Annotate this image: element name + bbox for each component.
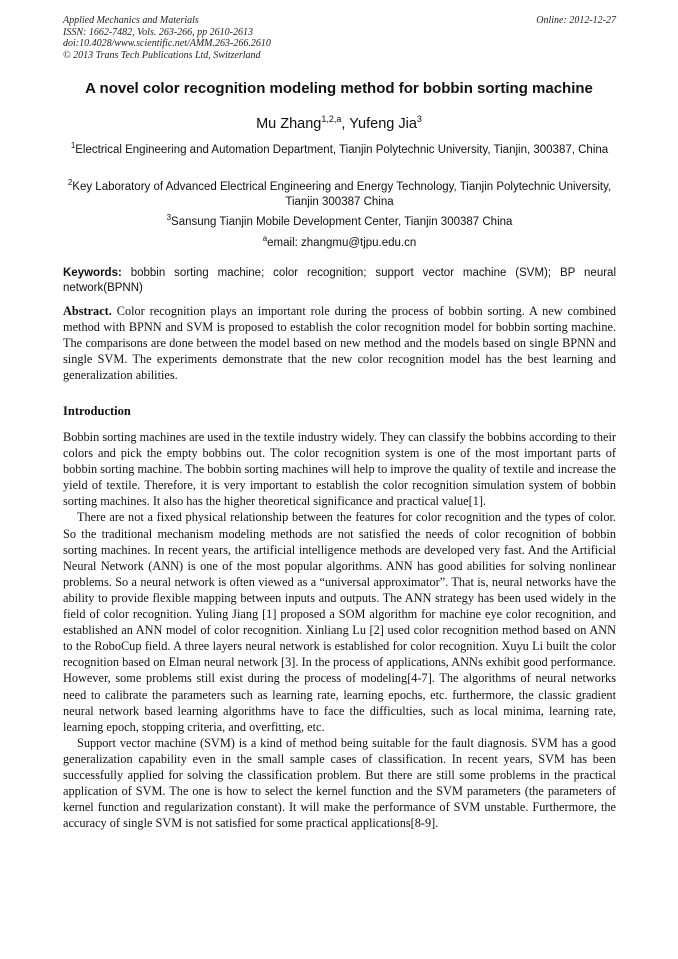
email-text: email: zhangmu@tjpu.edu.cn: [267, 236, 417, 249]
issn-line: ISSN: 1662-7482, Vols. 263-266, pp 2610-2613: [63, 26, 253, 38]
journal-name: Applied Mechanics and Materials: [63, 15, 199, 26]
affiliation-text: Electrical Engineering and Automation Department, Tianjin Polytechnic University, Tianjin, 300387, China: [75, 143, 609, 156]
abstract-label: Abstract.: [63, 304, 112, 318]
affiliation-text: Sansung Tianjin Mobile Development Center, Tianjin 300387 China: [171, 215, 513, 228]
affiliation-1: [63, 138, 616, 158]
paper-title: A novel color recognition modeling method for bobbin sorting machine: [85, 80, 593, 97]
affiliation-3: [63, 210, 616, 230]
intro-paragraph: There are not a fixed physical relationship between the features for color recognition and the types of color. So the traditional mechanism modeling methods are not satisfied the needs of color recognition of bobbin sorting machines. In recent years, the artificial intelligence methods are developed very fast. And the Artificial Neural Network (ANN) is one of the most popular algorithms. ANN has good abilities for solving nonlinear problems. So a neural network is often viewed as a “universal approximator”. That is, neural networks have the ability to provide flexible mapping between inputs and outputs. The ANN strategy has been used widely in the field of color recognition. Yuling Jiang [1] proposed a SOM algorithm for machine eye color recognition, and established an ANN model of color recognition. Xinliang Lu [2] used color recognition method based on ANN to the RoboCup field. A three layers neural network is established for color recognition. Xuyu Li built the color recognition based on Elman neural network [3]. In the process of applications, ANNs exhibit good performance. However, some problems still exist during the process of modeling[4-7]. The algorithms of neural networks need to calibrate the parameters such as learning rate, learning epochs, etc. furthermore, the classic gradient neural network based learning algorithms have to face the difficulties, such as local minima, learning rate, learning epoch, stopping criteria, and overfitting, etc.: [63, 510, 616, 734]
abstract-text: Color recognition plays an important role during the process of bobbin sorting. A new combined method with BPNN and SVM is proposed to establish the color recognition model for bobbin sorting machine. The comparisons are done between the model based on new method and the models based on single BPNN and single SVM. The experiments demonstrate that the new color recognition model has the best learning and generalization abilities.: [63, 304, 616, 383]
section-heading-introduction: Introduction: [63, 404, 131, 418]
copyright-line: © 2013 Trans Tech Publications Ltd, Switzerland: [63, 49, 261, 61]
author-name: Yufeng Jia: [349, 115, 417, 132]
affiliation-superscript: 1: [70, 141, 76, 150]
author-separator: ,: [341, 115, 350, 132]
author-list: [40, 114, 638, 132]
affiliation-superscript: 3: [166, 213, 172, 222]
abstract: [63, 303, 616, 383]
affiliation-text: Key Laboratory of Advanced Electrical Engineering and Energy Technology, Tianjin Polytechnic University, Tianjin 300387 China: [72, 180, 612, 208]
online-date: Online: 2012-12-27: [536, 15, 616, 26]
keywords: [63, 266, 616, 296]
introduction-body: [63, 429, 616, 831]
affiliation-2: [63, 175, 616, 210]
keywords-label: Keywords:: [63, 267, 122, 279]
doi-line: doi:10.4028/www.scientific.net/AMM.263-266.2610: [63, 38, 271, 49]
email-superscript: a: [262, 234, 268, 243]
keywords-text: bobbin sorting machine; color recognition; support vector machine (SVM); BP neural network(BPNN): [63, 267, 616, 294]
intro-paragraph: Bobbin sorting machines are used in the textile industry widely. They can classify the bobbins according to their colors and pick the empty bobbins out. The color recognition system is one of the most important parts of bobbin sorting machine. The bobbin sorting machines will help to improve the quality of textile and increase the yield of textile. Therefore, it is very important to establish the color recognition simulation system of bobbin sorting machines. It also has the higher theoretical significance and practical value[1].: [63, 430, 617, 509]
author-email: [63, 231, 616, 251]
journal-header: [63, 15, 616, 61]
intro-paragraph: Support vector machine (SVM) is a kind of method being suitable for the fault diagnosis. SVM has a good generalization capability even in the small sample cases of classification. In recent years, SVM has been successfully applied for solving the classification problem. But there are still some problems in the practical application of SVM. The one is how to select the kernel function and the SVM parameters (the parameters of kernel function and regularization constant). It will make the performance of SVM unstable. Furthermore, the accuracy of single SVM is not satisfied for some practical applications[8-9].: [63, 735, 616, 831]
affiliation-superscript: 2: [67, 178, 73, 187]
author-superscript: 1,2,a: [321, 114, 342, 124]
author-name: Mu Zhang: [256, 115, 322, 132]
author-superscript: 3: [416, 114, 422, 124]
